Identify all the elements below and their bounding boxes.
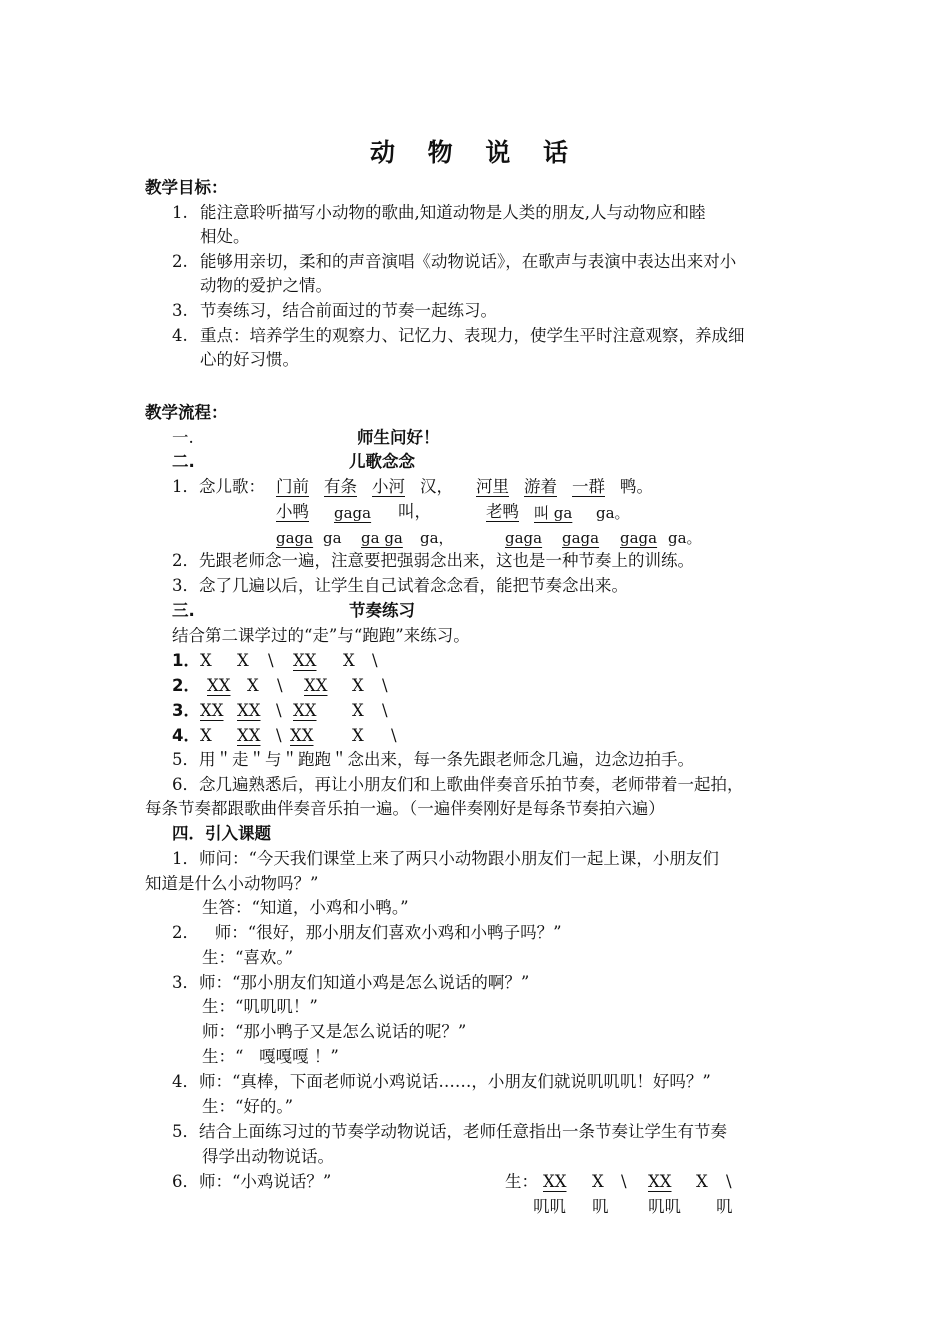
rhythm-note: X — [592, 1172, 604, 1191]
rhyme-word: ga， — [420, 529, 454, 547]
rhyme-word: 叫 ga — [534, 504, 573, 522]
rhyme-word: 小河 — [372, 477, 405, 496]
paragraph: 得学出动物说话。 — [202, 1147, 334, 1166]
rhyme-word: 小鸭 — [276, 502, 309, 521]
rhythm-bar: \ — [391, 726, 397, 745]
rhythm-syllable: 叽叽 — [533, 1197, 566, 1216]
dialogue-line: 1．师问：“今天我们课堂上来了两只小动物跟小朋友们一起上课，小朋友们 — [172, 849, 719, 868]
rhythm-bar: \ — [372, 651, 378, 670]
rhythm-bar: \ — [726, 1172, 732, 1191]
dialogue-line: 4．师：“真棒，下面老师说小鸡说话……，小朋友们就说叽叽叽！好吗？” — [172, 1072, 711, 1091]
section-title: 师生问好！ — [357, 428, 440, 447]
rhythm-note: X — [352, 676, 364, 695]
paragraph: 3．念了几遍以后，让学生自己试着念念看，能把节奏念出来。 — [172, 576, 628, 595]
rhyme-word: ga。 — [668, 529, 702, 547]
rhythm-note: XX — [543, 1172, 567, 1191]
dialogue-line: 6．师：“小鸡说话？” — [172, 1172, 332, 1191]
section-title: 儿歌念念 — [349, 452, 415, 471]
rhyme-word: 叫， — [398, 502, 431, 521]
goal-text: 能够用亲切，柔和的声音演唱《动物说话》，在歌声与表演中表达出来对小 — [200, 252, 737, 271]
rhythm-bar: \ — [276, 701, 282, 720]
paragraph: 2．先跟老师念一遍，注意要把强弱念出来，这也是一种节奏上的训练。 — [172, 551, 694, 570]
rhythm-bar: \ — [276, 726, 282, 745]
dialogue-line: 师：“那小鸭子又是怎么说话的呢？” — [202, 1022, 467, 1041]
rhyme-word: 老鸭 — [486, 502, 519, 521]
goal-num: 2. — [172, 252, 188, 271]
dialogue-line: 生：“好的。” — [202, 1097, 294, 1116]
rhyme-word: ga — [323, 529, 342, 547]
rhythm-note: X — [352, 701, 364, 720]
rhyme-word: 游着 — [524, 477, 557, 496]
rhythm-note: XX — [237, 726, 261, 745]
goal-text: 重点：培养学生的观察力、记忆力、表现力，使学生平时注意观察，养成细 — [200, 326, 745, 345]
rhythm-bar: \ — [277, 676, 283, 695]
paragraph: 结合第二课学过的“走”与“跑跑”来练习。 — [172, 626, 470, 645]
dialogue-line: 3．师：“那小朋友们知道小鸡是怎么说话的啊？” — [172, 973, 530, 992]
section-num: 二. — [172, 452, 195, 471]
section-num: 一. — [172, 428, 194, 447]
rhythm-note: X — [200, 651, 212, 670]
rhyme-word: ga ga — [361, 529, 403, 547]
rhythm-note: XX — [293, 701, 317, 720]
rhyme-word: 汉， — [420, 477, 453, 496]
rhythm-note: X — [696, 1172, 708, 1191]
dialogue-line: 知道是什么小动物吗？” — [145, 874, 319, 893]
rhythm-bar: \ — [268, 651, 274, 670]
paragraph: 5．用＂走＂与＂跑跑＂念出来，每一条先跟老师念几遍，边念边拍手。 — [172, 750, 694, 769]
section-title: 四．引入课题 — [172, 824, 271, 843]
rhyme-prefix: 1．念儿歌： — [172, 477, 265, 496]
rhyme-word: gaga — [334, 504, 372, 522]
section-num: 三. — [172, 601, 195, 620]
rhyme-word: gaga — [505, 529, 543, 547]
answer-prefix: 生： — [505, 1172, 538, 1191]
rhyme-word: 门前 — [276, 477, 309, 496]
rhyme-word: ga。 — [596, 504, 630, 522]
rhythm-num: 4． — [172, 726, 200, 745]
rhythm-note: X — [200, 726, 212, 745]
rhythm-note: X — [352, 726, 364, 745]
dialogue-line: 2． 师：“很好，那小朋友们喜欢小鸡和小鸭子吗？” — [172, 923, 562, 942]
goal-text: 节奏练习，结合前面过的节奏一起练习。 — [200, 301, 497, 320]
rhythm-note: X — [343, 651, 355, 670]
rhythm-note: XX — [304, 676, 328, 695]
rhyme-word: 有条 — [324, 477, 357, 496]
dialogue-line: 生：“ 嘎嘎嘎 ！” — [202, 1047, 339, 1066]
paragraph: 5．结合上面练习过的节奏学动物说话，老师任意指出一条节奏让学生有节奏 — [172, 1122, 727, 1141]
paragraph: 6．念几遍熟悉后，再让小朋友们和上歌曲伴奏音乐拍节奏，老师带着一起拍， — [172, 775, 744, 794]
page-title: 动 物 说 话 — [369, 138, 581, 167]
rhythm-note: XX — [237, 701, 261, 720]
rhythm-syllable: 叽 — [592, 1197, 609, 1216]
rhythm-bar: \ — [382, 676, 388, 695]
goal-num: 3. — [172, 301, 188, 320]
rhyme-word: gaga — [620, 529, 658, 547]
rhyme-word: gaga — [276, 529, 314, 547]
goals-heading: 教学目标： — [145, 178, 228, 197]
goal-text: 动物的爱护之情。 — [200, 276, 332, 295]
rhythm-note: XX — [200, 701, 224, 720]
rhythm-syllable: 叽叽 — [648, 1197, 681, 1216]
flow-heading: 教学流程： — [145, 403, 228, 422]
rhyme-word: 鸭。 — [620, 477, 653, 496]
rhythm-syllable: 叽 — [716, 1197, 733, 1216]
goal-text: 心的好习惯。 — [200, 350, 299, 369]
rhythm-note: XX — [648, 1172, 672, 1191]
section-title: 节奏练习 — [349, 601, 415, 620]
rhyme-word: gaga — [562, 529, 600, 547]
dialogue-line: 生答：“知道，小鸡和小鸭。” — [202, 898, 409, 917]
rhythm-num: 1． — [172, 651, 200, 670]
dialogue-line: 生：“喜欢。” — [202, 948, 294, 967]
rhythm-bar: \ — [621, 1172, 627, 1191]
rhythm-note: XX — [293, 651, 317, 670]
rhythm-note: XX — [207, 676, 231, 695]
rhyme-word: 河里 — [476, 477, 509, 496]
paragraph: 每条节奏都跟歌曲伴奏音乐拍一遍。（一遍伴奏刚好是每条节奏拍六遍） — [145, 799, 665, 818]
rhythm-bar: \ — [382, 701, 388, 720]
goal-text: 相处。 — [200, 227, 250, 246]
goal-text: 能注意聆听描写小动物的歌曲,知道动物是人类的朋友,人与动物应和睦 — [200, 203, 706, 222]
goal-num: 4. — [172, 326, 188, 345]
rhythm-note: X — [247, 676, 259, 695]
rhythm-num: 2． — [172, 676, 200, 695]
goal-num: 1. — [172, 203, 188, 222]
dialogue-line: 生：“叽叽叽！” — [202, 997, 318, 1016]
rhythm-note: X — [237, 651, 249, 670]
rhythm-num: 3． — [172, 701, 200, 720]
rhyme-word: 一群 — [572, 477, 605, 496]
rhythm-note: XX — [290, 726, 314, 745]
